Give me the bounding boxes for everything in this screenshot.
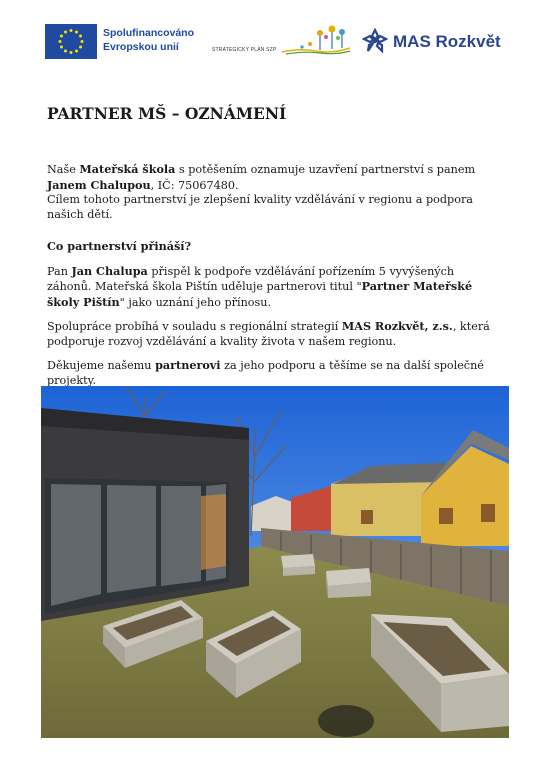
eu-star xyxy=(64,30,67,33)
eu-star xyxy=(60,35,63,38)
strategic-plan-art-icon xyxy=(280,24,352,56)
eu-star xyxy=(75,30,78,33)
document-header xyxy=(0,0,536,80)
eu-star xyxy=(70,29,73,32)
thanks-paragraph: Děkujeme našemu partnerovi za jeho podporu a těšíme se na další společné projekty. xyxy=(47,358,484,387)
section-heading: Co partnerství přináší? xyxy=(47,239,192,253)
garden-raised-beds-photo xyxy=(41,386,509,738)
page-title: PARTNER MŠ – OZNÁMENÍ xyxy=(47,104,287,123)
mas-rozkvet-logo-text: MAS Rozkvět xyxy=(393,32,501,51)
strategic-plan-label: STRATEGICKÝ PLÁN SZP xyxy=(212,47,277,53)
contribution-paragraph: Pan Jan Chalupa přispěl k podpoře vzdělávání pořízením 5 vyvýšených záhonů. Mateřská škola Pištín uděluje partnerovi titul "Partner Mateřské školy Pištín" jako uznání jeho přínosu. xyxy=(47,263,473,309)
mas-flower-logo-icon xyxy=(362,28,388,54)
eu-star xyxy=(64,50,67,53)
eu-star xyxy=(60,46,63,49)
eu-star xyxy=(70,51,73,54)
eu-star xyxy=(59,40,62,43)
intro-paragraph: Naše Mateřská škola s potěšením oznamuje uzavření partnerství s panem Janem Chalupou, IČ: 75067480. Cílem tohoto partnerství je zlepšení kvality vzdělávání v regionu a podpora našich dětí. xyxy=(47,162,476,221)
announcement-body xyxy=(47,162,492,397)
eu-star xyxy=(81,40,84,43)
eu-star xyxy=(79,46,82,49)
eu-cofinanced-label: Spolufinancováno Evropskou unií xyxy=(103,27,195,53)
eu-star xyxy=(75,50,78,53)
eu-flag-icon xyxy=(45,24,97,59)
eu-star xyxy=(79,35,82,38)
strategy-paragraph: Spolupráce probíhá v souladu s regionální strategií MAS Rozkvět, z.s., která podporuje rozvoj vzdělávání a kvality života v našem regionu. xyxy=(47,319,490,348)
